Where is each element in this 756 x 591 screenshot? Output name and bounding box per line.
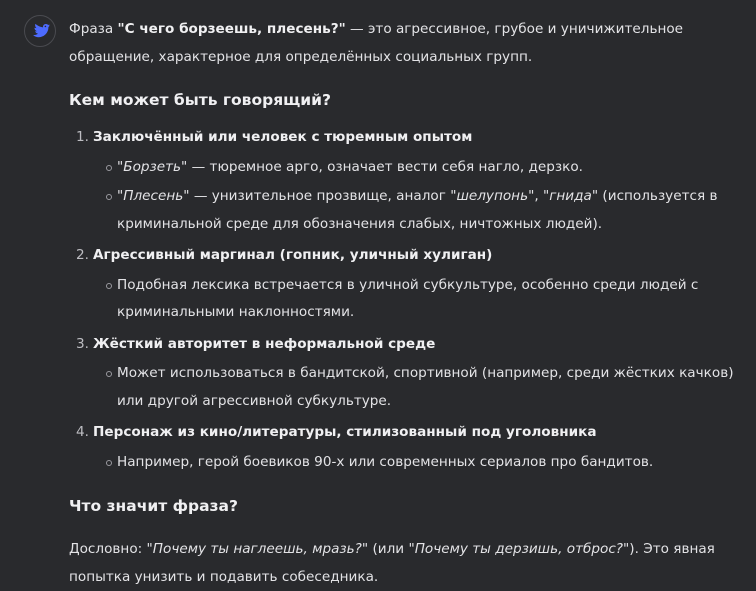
sub-list — [93, 360, 739, 415]
list-number: 1. — [76, 129, 89, 145]
bullet-icon — [106, 371, 112, 377]
assistant-avatar — [24, 15, 56, 47]
sub-item-text: Подобная лексика встречается в уличной субкультуре, особенно среди людей с криминальными наклонностями. — [117, 276, 699, 320]
quote: "Почему ты наглеешь, мразь?" — [146, 541, 369, 557]
intro-prefix: Фраза — [69, 21, 118, 37]
list-item — [69, 242, 739, 327]
sub-list — [93, 154, 739, 239]
separator: , — [534, 188, 543, 204]
intro-phrase: "С чего борзеешь, плесень?" — [117, 21, 346, 37]
sub-list-item — [93, 154, 739, 182]
list-item — [69, 419, 739, 476]
meaning-prefix: Дословно: — [69, 541, 147, 557]
meaning-mid: (или — [368, 541, 409, 557]
list-item-title: Заключённый или человек с тюремным опытом — [93, 129, 473, 145]
term: "Плесень" — [117, 188, 190, 204]
speaker-list — [69, 124, 739, 476]
sub-item-text: — тюремное арго, означает вести себя нагло, дерзко. — [187, 158, 583, 175]
list-item — [69, 124, 739, 238]
bullet-icon — [106, 165, 112, 171]
list-item-title: Агрессивный маргинал (гопник, уличный хулиган) — [93, 247, 493, 263]
sub-list-item — [93, 183, 739, 238]
sub-item-text: (используется в криминальной среде для обозначения слабых, ничтожных людей). — [117, 188, 718, 232]
message-content — [69, 16, 739, 591]
list-item-title: Персонаж из кино/литературы, стилизованный под уголовника — [93, 424, 597, 440]
meaning-suffix: ). Это явная попытка унизить и подавить собеседника. — [69, 541, 715, 585]
sub-list — [93, 272, 739, 327]
list-number: 3. — [76, 335, 89, 352]
bullet-icon — [106, 283, 112, 289]
sub-item-text: Например, герой боевиков 90-х или современных сериалов про бандитов. — [117, 453, 654, 470]
term: "шелупонь" — [450, 188, 535, 204]
list-number: 4. — [76, 424, 89, 440]
sub-list — [93, 449, 739, 477]
heading-who: Кем может быть говорящий? — [69, 91, 332, 109]
quote: "Почему ты дерзишь, отброс?" — [408, 541, 630, 557]
bullet-icon — [106, 194, 112, 200]
meaning-paragraph — [69, 536, 739, 591]
sub-item-text: Может использоваться в бандитской, спортивной (например, среди жёстких качков) или другой агрессивной субкультуре. — [117, 365, 734, 409]
sub-item-text: — унизительное прозвище, аналог — [189, 188, 451, 204]
whale-logo-icon — [30, 23, 50, 39]
list-item-title: Жёсткий авторитет в неформальной среде — [93, 335, 436, 352]
sub-list-item — [93, 360, 739, 415]
sub-list-item — [93, 272, 739, 327]
intro-paragraph — [69, 16, 739, 71]
list-item — [69, 331, 739, 416]
intro-suffix: — это агрессивное, грубое и уничижительное обращение, характерное для определённых социальных групп. — [69, 21, 684, 65]
list-number: 2. — [76, 247, 89, 263]
term: "гнида" — [543, 188, 599, 204]
bullet-icon — [106, 460, 112, 466]
sub-list-item — [93, 449, 739, 477]
heading-what: Что значит фраза? — [69, 497, 239, 515]
term: "Борзеть" — [117, 158, 188, 175]
